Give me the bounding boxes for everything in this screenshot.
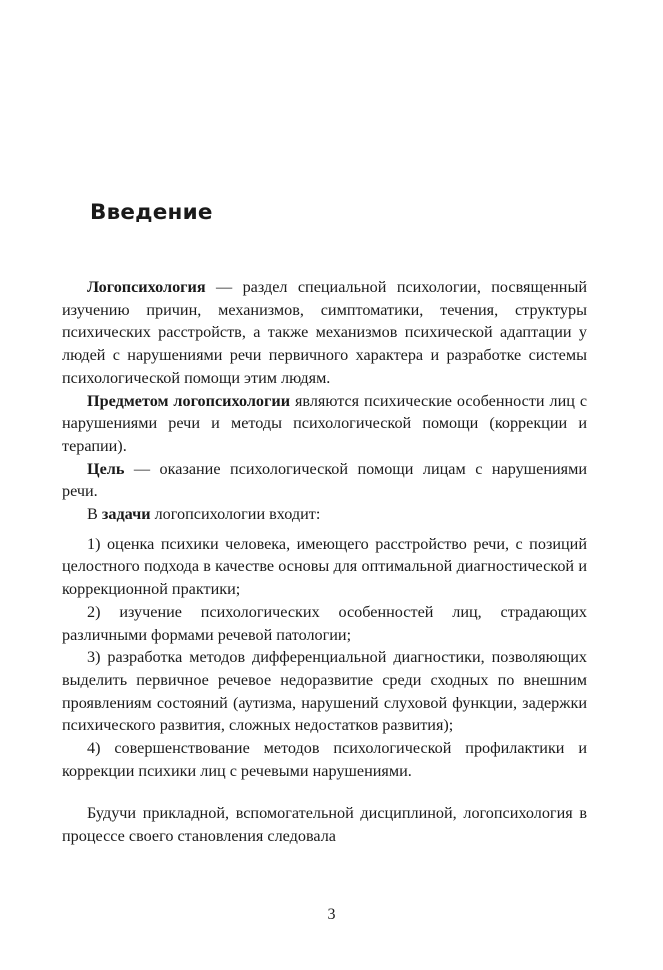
goal-text: — оказание психологической помощи лицам с нарушениями речи. bbox=[62, 459, 587, 501]
term-goal: Цель bbox=[87, 459, 125, 478]
subject-text: являются психические особенности лиц с нарушениями речи и методы психологической помощи (коррекции и терапии). bbox=[62, 391, 588, 455]
definition-text: — раздел специальной психологии, посвященный изучению причин, механизмов, симптоматики, течения, структуры психических расстройств, а также механизмов психической адаптации у людей с нарушениями речи первичного характера и разработке системы психологической помощи этим людям. bbox=[62, 278, 587, 387]
chapter-heading: Введение bbox=[90, 200, 213, 225]
paragraph-spacer bbox=[62, 782, 587, 802]
task-item: 1) оценка психики человека, имеющего расстройство речи, с позиций целостного подхода в качестве основы для оптимальной диагностической и коррекционной практики; bbox=[62, 534, 587, 599]
term-tasks: задачи bbox=[101, 505, 151, 524]
definition-paragraph bbox=[62, 276, 587, 390]
body-text bbox=[62, 276, 587, 848]
tasks-intro-paragraph bbox=[62, 503, 587, 526]
term-logopsychology: Логопсихология bbox=[87, 278, 206, 296]
continuation-paragraph: Будучи прикладной, вспомогательной дисциплиной, логопсихология в процессе своего становления следовала bbox=[62, 804, 587, 846]
tasks-list bbox=[62, 533, 587, 783]
page-number: 3 bbox=[327, 906, 336, 923]
term-subject: Предметом логопсихологии bbox=[87, 391, 291, 410]
goal-paragraph bbox=[62, 458, 587, 503]
task-item: 4) совершенствование методов психологической профилактики и коррекции психики лиц с речевыми нарушениями. bbox=[62, 739, 587, 780]
task-item: 3) разработка методов дифференциальной диагностики, позволяющих выделить первичное речевое недоразвитие среди сходных по внешним проявлениям состояний (аутизма, нарушений слуховой функции, задержки психического развития, сложных недостатков развития); bbox=[62, 648, 587, 735]
task-item: 2) изучение психологических особенностей лиц, страдающих различными формами речевой патологии; bbox=[62, 602, 587, 644]
tasks-intro-suffix: логопсихологии входит: bbox=[150, 505, 321, 524]
subject-paragraph bbox=[62, 390, 587, 458]
tasks-intro-prefix: В bbox=[87, 505, 102, 524]
